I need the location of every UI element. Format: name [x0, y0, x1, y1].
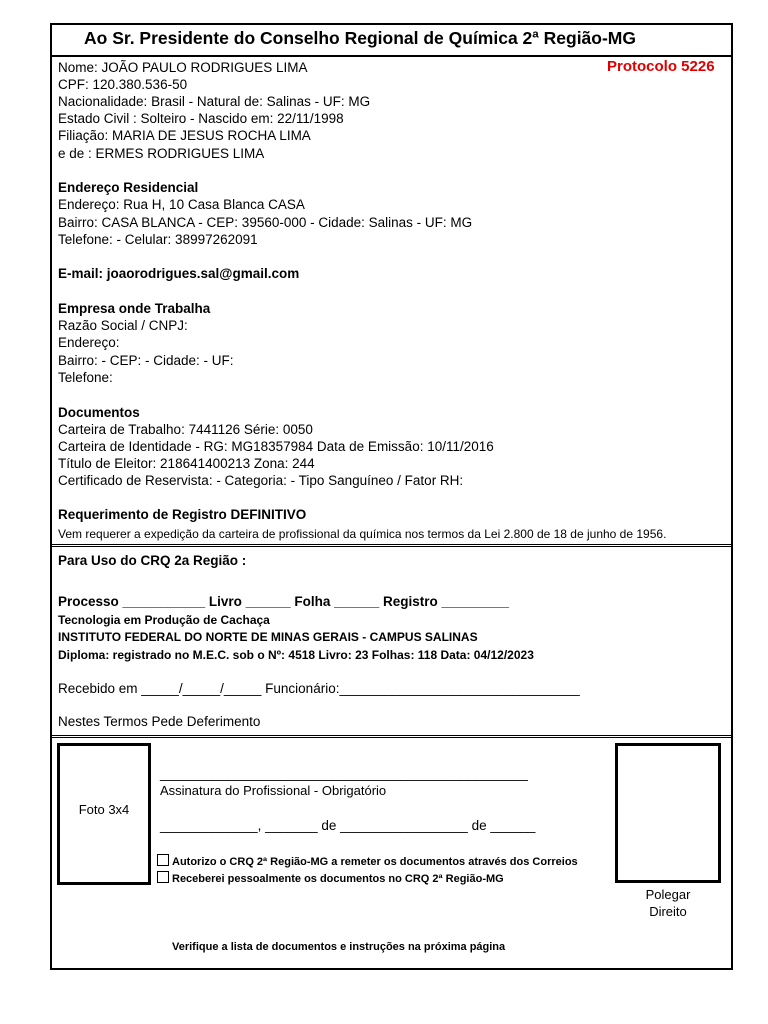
doc-voter: Título de Eleitor: 218641400213 Zona: 244 — [58, 456, 315, 471]
crq-heading: Para Uso do CRQ 2a Região : — [58, 553, 247, 568]
applicant-cpf: CPF: 120.380.536-50 — [58, 77, 188, 92]
doc-reservist: Certificado de Reservista: - Categoria: - Tipo Sanguíneo / Fator RH: — [58, 473, 464, 488]
title-divider — [50, 55, 733, 57]
address-phone: Telefone: - Celular: 38997262091 — [58, 232, 258, 247]
checkbox-pickup[interactable] — [157, 871, 169, 883]
applicant-filiation-2: e de : ERMES RODRIGUES LIMA — [58, 146, 265, 161]
address-heading: Endereço Residencial — [58, 180, 199, 195]
address-district: Bairro: CASA BLANCA - CEP: 39560-000 - Cidade: Salinas - UF: MG — [58, 215, 473, 230]
company-district: Bairro: - CEP: - Cidade: - UF: — [58, 353, 234, 368]
doc-work-card: Carteira de Trabalho: 7441126 Série: 0050 — [58, 422, 313, 437]
company-phone: Telefone: — [58, 370, 113, 385]
company-address: Endereço: — [58, 335, 120, 350]
signature-line: _________________________________________________ — [160, 766, 528, 781]
request-heading: Requerimento de Registro DEFINITIVO — [58, 507, 307, 522]
option-mail[interactable] — [157, 854, 578, 868]
applicant-name: Nome: JOÃO PAULO RODRIGUES LIMA — [58, 60, 308, 75]
crq-diploma: Diploma: registrado no M.E.C. sob o Nº: 4518 Livro: 23 Folhas: 118 Data: 04/12/2023 — [58, 648, 534, 662]
footer-note: Verifique a lista de documentos e instruções na próxima página — [172, 941, 506, 953]
documents-heading: Documentos — [58, 405, 140, 420]
crq-closing: Nestes Termos Pede Deferimento — [58, 714, 261, 729]
protocol-number: Protocolo 5226 — [607, 58, 715, 75]
crq-institution: INSTITUTO FEDERAL DO NORTE DE MINAS GERAIS - CAMPUS SALINAS — [58, 630, 478, 644]
address-street: Endereço: Rua H, 10 Casa Blanca CASA — [58, 197, 305, 212]
request-text: Vem requerer a expedição da carteira de profissional da química nos termos da Lei 2.800 de 18 de junho de 1956. — [58, 527, 667, 541]
checkbox-mail[interactable] — [157, 854, 169, 866]
option-pickup-label: Receberei pessoalmente os documentos no CRQ 2ª Região-MG — [172, 873, 504, 885]
company-name: Razão Social / CNPJ: — [58, 318, 188, 333]
doc-id-card: Carteira de Identidade - RG: MG18357984 Data de Emissão: 10/11/2016 — [58, 439, 494, 454]
option-mail-label: Autorizo o CRQ 2ª Região-MG a remeter os documentos através dos Correios — [172, 856, 578, 868]
crq-received-line: Recebido em _____/_____/_____ Funcionário:________________________________ — [58, 681, 580, 696]
crq-process-line: Processo ___________ Livro ______ Folha ______ Registro _________ — [58, 594, 510, 609]
crq-course: Tecnologia em Produção de Cachaça — [58, 613, 270, 627]
thumbprint-label-1: Polegar — [645, 887, 691, 902]
section-divider-2 — [50, 735, 733, 738]
form-title: Ao Sr. Presidente do Conselho Regional de Química 2ª Região-MG — [84, 28, 636, 48]
option-pickup[interactable] — [157, 871, 504, 885]
company-heading: Empresa onde Trabalha — [58, 301, 211, 316]
signature-caption: Assinatura do Profissional - Obrigatório — [160, 783, 387, 798]
applicant-civil-status: Estado Civil : Solteiro - Nascido em: 22/11/1998 — [58, 111, 344, 126]
applicant-nationality: Nacionalidade: Brasil - Natural de: Salinas - UF: MG — [58, 94, 371, 109]
photo-box — [57, 743, 151, 885]
email: E-mail: joaorodrigues.sal@gmail.com — [58, 266, 300, 281]
date-line: _____________, _______ de _________________ de ______ — [160, 818, 536, 833]
applicant-filiation: Filiação: MARIA DE JESUS ROCHA LIMA — [58, 128, 311, 143]
section-divider — [50, 544, 733, 547]
thumbprint-box — [615, 743, 721, 883]
thumbprint-label — [615, 886, 721, 920]
photo-label: Foto 3x4 — [78, 802, 130, 817]
thumbprint-label-2: Direito — [649, 904, 687, 919]
